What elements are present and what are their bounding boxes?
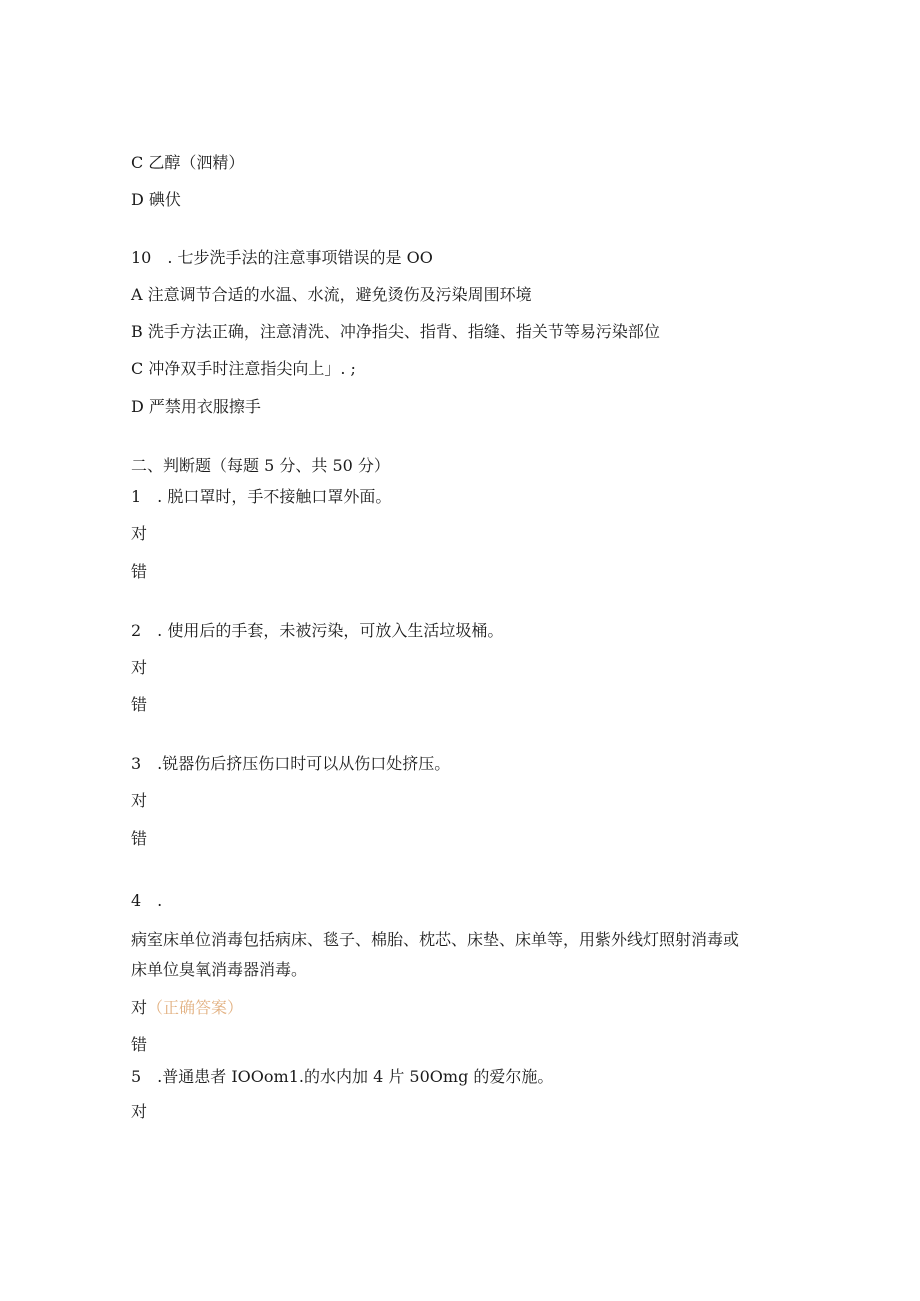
tf-question-3: 3 .锐器伤后挤压伤口时可以从伤口处挤压。 — [131, 754, 451, 773]
q9-option-c: C 乙醇（泗精） — [131, 153, 245, 172]
tf-2-true-option: 对 — [131, 658, 148, 677]
tf-2-false-option: 错 — [131, 695, 148, 714]
tf-1-false-option: 错 — [131, 562, 148, 581]
q10-option-b: B 洗手方法正确，注意清洗、冲净指尖、指背、指缝、指关节等易污染部位 — [131, 322, 660, 341]
tf-question-4-number: 4 . — [131, 891, 163, 910]
q10-option-a: A 注意调节合适的水温、水流，避免烫伤及污染周围环境 — [131, 285, 532, 304]
tf-question-2: 2 . 使用后的手套，未被污染，可放入生活垃圾桶。 — [131, 621, 504, 640]
tf-5-true-option: 对 — [131, 1102, 148, 1121]
tf-question-1: 1 . 脱口罩时，手不接触口罩外面。 — [131, 487, 392, 506]
tf-4-true-label: 对 — [131, 998, 148, 1017]
section-heading: 二、判断题（每题 5 分、共 50 分） — [131, 456, 390, 475]
correct-answer-note: （正确答案） — [147, 998, 244, 1017]
tf-4-false-option: 错 — [131, 1035, 148, 1054]
tf-3-true-option: 对 — [131, 791, 148, 810]
q10-option-c: C 冲净双手时注意指尖向上」. ; — [131, 359, 356, 378]
q9-option-d: D 碘伏 — [131, 190, 181, 209]
tf-3-false-option: 错 — [131, 829, 148, 848]
tf-4-true-option — [131, 997, 243, 1019]
tf-question-4-line2: 床单位臭氧消毒器消毒。 — [131, 960, 308, 979]
tf-1-true-option: 对 — [131, 524, 148, 543]
tf-question-5: 5 .普通患者 IOOom1.的水内加 4 片 50Omg 的爱尔施。 — [131, 1067, 554, 1086]
tf-question-4-line1: 病室床单位消毒包括病床、毯子、棉胎、枕芯、床垫、床单等，用紫外线灯照射消毒或 — [131, 930, 740, 949]
q10-stem: 10 . 七步洗手法的注意事项错误的是 OO — [131, 248, 433, 267]
q10-option-d: D 严禁用衣服擦手 — [131, 397, 261, 416]
